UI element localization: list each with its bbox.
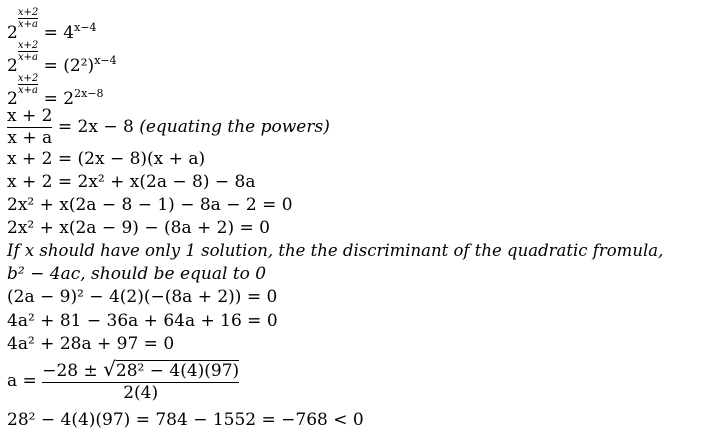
exponent-fraction <box>18 73 38 96</box>
equation-line-8: 2x² + x(2a − 9) − (8a + 2) = 0 <box>7 218 270 238</box>
exponent-fraction <box>18 7 38 30</box>
rhs-base: 4 <box>63 23 75 43</box>
exponent-denominator: x+a <box>18 52 39 63</box>
equation-line-2: 2 $\frac{x+2}{x+a}$ = $(2^2)^{x-4}$ <box>7 40 117 76</box>
equation-line-1: 2 $\frac{x+2}{x+a}$ = $4^{x-4}$ <box>7 7 97 43</box>
equation-line-3: 2 $\frac{x+2}{x+a}$ = $2^{2x-8}$ <box>7 73 104 109</box>
formula-lhs: a = <box>7 371 37 391</box>
equation-line-9: (2a − 9)² − 4(2)(−(8a + 2)) = 0 <box>7 287 278 307</box>
equation-line-5: x + 2 = (2x − 8)(x + a) <box>7 149 206 169</box>
radical-sign: √ <box>103 357 116 381</box>
rhs-base: (2²) <box>63 56 95 76</box>
fraction <box>7 106 52 149</box>
equation-line-6: x + 2 = 2x² + x(2a − 8) − 8a <box>7 172 256 192</box>
equation-line-10: 4a² + 81 − 36a + 64a + 16 = 0 <box>7 311 278 331</box>
equation-line-11: 4a² + 28a + 97 = 0 <box>7 334 175 354</box>
note-text: (equating the powers) <box>139 117 330 137</box>
fraction-numerator: x + 2 <box>7 106 53 126</box>
quadratic-fraction <box>42 359 239 404</box>
radicand: 28² − 4(4)(97) <box>115 361 240 381</box>
exponent-denominator: x+a <box>18 85 39 96</box>
quadratic-numerator <box>42 359 239 382</box>
fraction-rhs: = 2x − 8 <box>57 117 134 137</box>
exponent-numerator: x+2 <box>17 40 39 51</box>
equation-line-12: 28² − 4(4)(97) = 784 − 1552 = −768 < 0 <box>7 410 364 430</box>
rhs-base: 2 <box>63 89 75 109</box>
explanation-line-2: b² − 4ac, should be equal to 0 <box>7 264 267 284</box>
exponent-numerator: x+2 <box>17 73 39 84</box>
quadratic-denominator: 2(4) <box>42 382 239 404</box>
quadratic-formula-line <box>7 359 239 404</box>
fraction-denominator: x + a <box>7 128 53 148</box>
exponent-fraction <box>18 40 38 63</box>
rhs-exponent: x−4 <box>74 21 97 34</box>
numerator-prefix: −28 ± <box>42 361 104 381</box>
equation-line-7: 2x² + x(2a − 8 − 1) − 8a − 2 = 0 <box>7 195 293 215</box>
rhs-exponent: x−4 <box>94 54 117 67</box>
exponent-numerator: x+2 <box>17 7 39 18</box>
explanation-line-1: If x should have only 1 solution, the the discriminant of the quadratic fromula, <box>7 241 664 260</box>
rhs-exponent: 2x−8 <box>74 87 104 100</box>
exponent-denominator: x+a <box>18 19 39 30</box>
equation-line-4 <box>7 106 330 149</box>
